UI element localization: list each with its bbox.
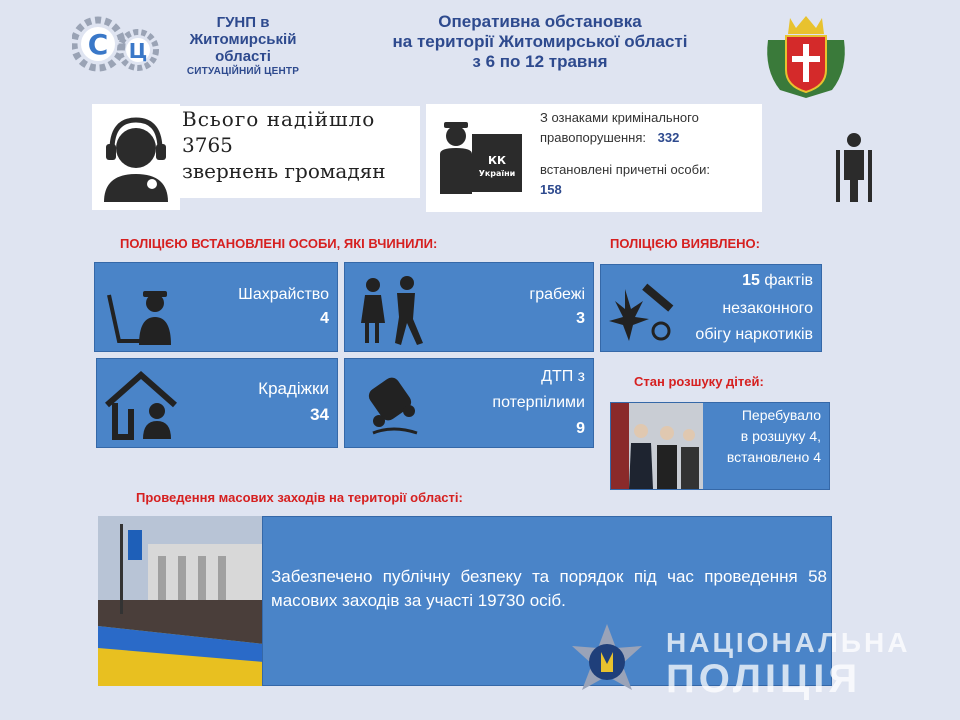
theft-label: Крадіжки <box>258 379 329 398</box>
drugs-line1-suffix: фактів <box>764 272 813 289</box>
traffic-line1: ДТП з <box>541 368 585 385</box>
fraud-card <box>94 262 338 352</box>
section-committed-title: ПОЛІЦІЄЮ ВСТАНОВЛЕНІ ОСОБИ, ЯКІ ВЧИНИЛИ: <box>120 236 438 251</box>
org-line1: ГУНП в <box>216 14 270 31</box>
calls-count: 3765 <box>182 133 233 157</box>
national-police-brand <box>666 628 926 700</box>
children-title: Стан розшуку дітей: <box>634 374 764 389</box>
mass-events-title: Проведення масових заходів на території області: <box>136 490 463 505</box>
organization-name <box>168 14 318 78</box>
robbery-card <box>344 262 594 352</box>
org-line2: Житомирській <box>189 31 297 48</box>
rally-photo-icon <box>98 516 264 686</box>
crime-value2: 158 <box>540 182 562 197</box>
robbery-label: грабежі <box>529 286 585 303</box>
theft-value: 34 <box>310 405 329 424</box>
drugs-line3: обігу наркотиків <box>695 326 813 343</box>
people-photo-icon <box>611 403 703 489</box>
book-label2: України <box>478 169 516 178</box>
children-line1: Перебувало <box>741 407 821 423</box>
traffic-line2: потерпілими <box>492 394 585 411</box>
crime-label1: З ознаками кримінального правопорушення: <box>540 110 699 145</box>
crime-value1: 332 <box>657 130 680 145</box>
drugs-card <box>600 264 822 352</box>
drugs-syringe-icon <box>607 279 683 345</box>
title-line1: Оперативна обстановка <box>438 12 642 31</box>
car-crash-icon <box>363 371 423 437</box>
situation-center-logo-icon <box>72 14 164 74</box>
house-burglar-icon <box>103 369 179 441</box>
org-line4: СИТУАЦІЙНИЙ ЦЕНТР <box>186 66 300 77</box>
crime-label2: встановлені причетні особи: <box>540 162 710 177</box>
fraud-label: Шахрайство <box>238 286 329 303</box>
traffic-value: 9 <box>576 420 585 437</box>
mass-events-text: Забезпечено публічну безпеку та порядок під час проведення 58 масових заходів за участі 19730 осіб. <box>271 567 827 610</box>
theft-card <box>96 358 338 448</box>
children-line3: встановлено 4 <box>726 449 821 465</box>
section-detected-title: ПОЛІЦІЄЮ ВИЯВЛЕНО: <box>610 236 761 251</box>
hacker-icon <box>105 285 175 347</box>
call-operator-icon <box>92 104 180 210</box>
traffic-card <box>344 358 594 448</box>
calls-line3: звернень громадян <box>182 159 386 183</box>
injured-person-icon <box>832 130 876 204</box>
operator-icon-box <box>92 104 180 210</box>
svg-text:С: С <box>87 28 109 61</box>
calls-line1: Всього надійшло <box>182 107 376 131</box>
robbery-icon <box>353 269 429 349</box>
police-star-emblem-icon <box>566 622 648 704</box>
police-brand-line1: НАЦІОНАЛЬНА <box>666 627 911 658</box>
criminal-code-icon-box <box>426 104 536 212</box>
police-brand-line2: ПОЛІЦІЯ <box>666 657 862 701</box>
title-line2: на території Житомирської області <box>392 32 688 51</box>
drugs-line2: незаконного <box>722 300 813 317</box>
crime-summary <box>536 104 762 212</box>
drugs-value: 15 <box>742 272 760 289</box>
robbery-value: 3 <box>576 310 585 327</box>
coat-of-arms-icon <box>760 10 852 102</box>
book-label1: КК <box>488 154 506 167</box>
policeman-book-icon <box>426 104 536 212</box>
svg-text:Ц: Ц <box>128 39 148 63</box>
children-line2: в розшуку 4, <box>740 428 821 444</box>
children-card <box>610 402 830 490</box>
org-line3: області <box>215 48 271 65</box>
fraud-value: 4 <box>320 310 329 327</box>
drugs-line1 <box>742 269 813 293</box>
mass-events-photo <box>98 516 264 686</box>
children-photo <box>611 403 703 489</box>
title-line3: з 6 по 12 травня <box>472 52 608 71</box>
calls-summary <box>180 106 420 198</box>
page-title <box>340 12 740 72</box>
